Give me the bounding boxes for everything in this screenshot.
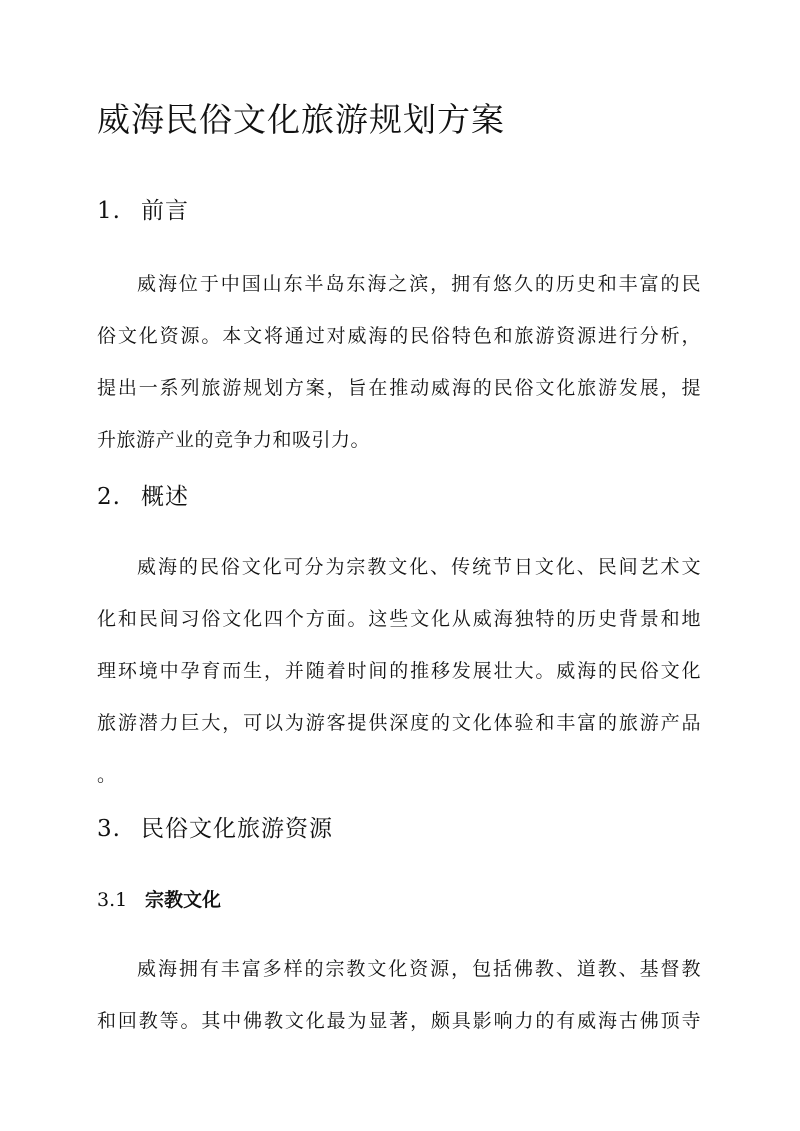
paragraph-line: 威海的民俗文化可分为宗教文化、传统节日文化、民间艺术文 xyxy=(137,556,701,578)
paragraph-line: 升旅游产业的竞争力和吸引力。 xyxy=(97,429,371,451)
paragraph-line: 理环境中孕育而生，并随着时间的推移发展壮大。威海的民俗文化 xyxy=(97,660,701,682)
section-heading-preface xyxy=(97,194,189,228)
subsection-number: 3.1 xyxy=(97,889,128,911)
paragraph-line: 。 xyxy=(97,764,117,786)
document-title: 威海民俗文化旅游规划方案 xyxy=(97,100,505,139)
paragraph-line: 旅游潜力巨大，可以为游客提供深度的文化体验和丰富的旅游产品 xyxy=(97,712,701,734)
section-heading-resources xyxy=(97,812,333,846)
subsection-heading-religious-culture xyxy=(97,886,221,914)
section-number: 2. xyxy=(97,484,121,510)
section-title: 概述 xyxy=(141,484,189,510)
paragraph-line: 威海拥有丰富多样的宗教文化资源，包括佛教、道教、基督教 xyxy=(137,958,701,980)
section-title: 前言 xyxy=(141,198,189,224)
paragraph-line: 提出一系列旅游规划方案，旨在推动威海的民俗文化旅游发展，提 xyxy=(97,377,701,399)
paragraph-line: 俗文化资源。本文将通过对威海的民俗特色和旅游资源进行分析， xyxy=(97,325,701,347)
paragraph-overview xyxy=(97,541,701,801)
section-heading-overview xyxy=(97,480,189,514)
paragraph-line: 和回教等。其中佛教文化最为显著，颇具影响力的有威海古佛顶寺 xyxy=(97,1010,701,1032)
section-number: 3. xyxy=(97,816,121,842)
paragraph-religious-culture xyxy=(97,943,701,1047)
paragraph-line: 威海位于中国山东半岛东海之滨，拥有悠久的历史和丰富的民 xyxy=(137,273,701,295)
section-title: 民俗文化旅游资源 xyxy=(141,816,333,842)
subsection-title: 宗教文化 xyxy=(145,889,222,911)
paragraph-preface xyxy=(97,258,701,466)
paragraph-line: 化和民间习俗文化四个方面。这些文化从威海独特的历史背景和地 xyxy=(97,608,701,630)
section-number: 1. xyxy=(97,198,121,224)
